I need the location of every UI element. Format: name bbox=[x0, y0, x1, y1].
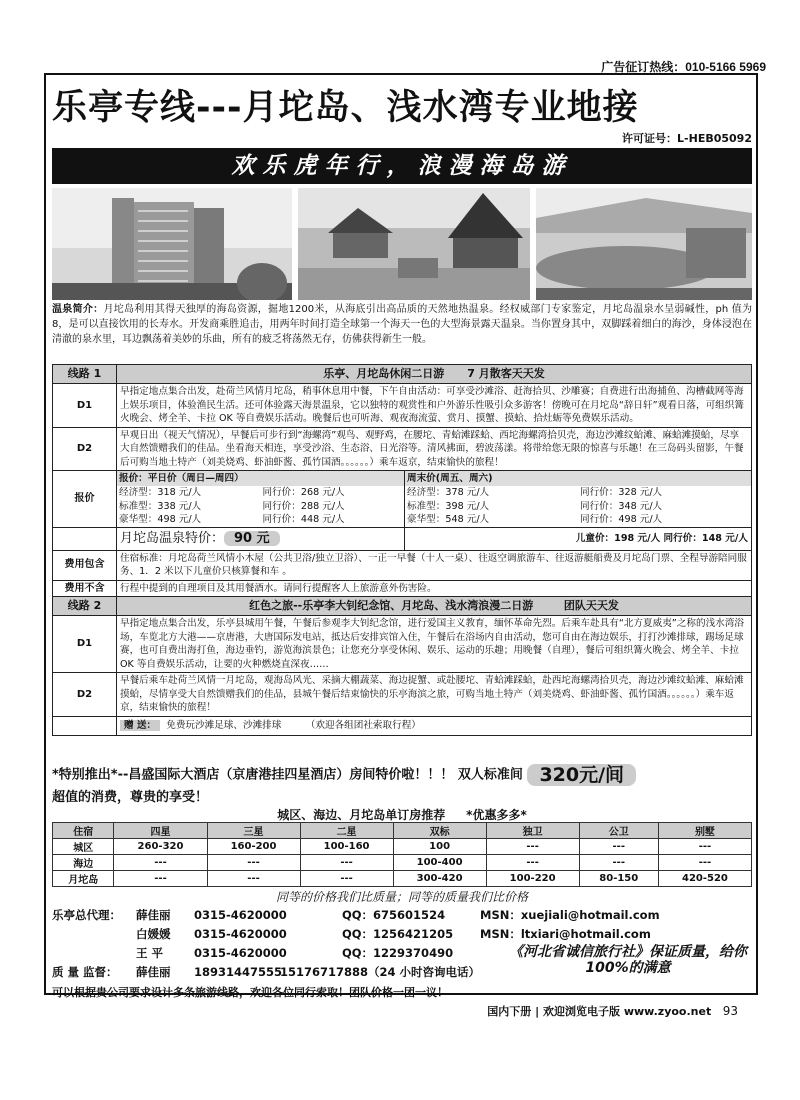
weekend-head: 周末价(周五、周六) bbox=[405, 471, 751, 486]
contact-qq: QQ：1256421205 bbox=[342, 927, 454, 941]
contact-msn[interactable]: MSN：xuejiali@hotmail.com bbox=[480, 908, 660, 922]
child-price: 儿童价：198 元/人 同行价：148 元/人 bbox=[405, 527, 752, 550]
col-header: 四星 bbox=[114, 823, 207, 839]
route1-title-cell bbox=[117, 365, 752, 384]
weekend-price-table bbox=[405, 486, 751, 527]
table-cell: --- bbox=[300, 855, 393, 871]
contact-name: 王 平 bbox=[136, 946, 164, 960]
route2-d1-text: 早指定地点集合出发，乐亭县城用午餐，午餐后参观李大钊纪念馆，进行爱国主义教育，缅怀革命先烈。后乘车赴具有“北方夏威夷”之称的浅水湾浴场，车览北方大港——京唐港，大唐国际发电站，抵达后安排宾馆入住，午餐后在浴场内自由活动，您可自由在海边娱乐，打打沙滩排球，踢场足球赛，也可自费出海打鱼，海边垂钓，游览海滨景色；让您充分享受休闲、娱乐、运动的乐趣；用晚餐（自理），餐后可组织篝火晚会、烤全羊、卡拉 OK 等自费娱乐活动，让要的火种燃烧直深夜…… bbox=[117, 616, 752, 673]
footer-note: 可以根据贵公司要求设计多条旅游线路，欢迎各位同行索取！团队价格一团一议！ bbox=[52, 986, 448, 999]
table-cell: --- bbox=[579, 839, 658, 855]
table-cell: 月坨岛 bbox=[53, 871, 114, 887]
weekend-luxury-peer: 同行价：498 元/人 bbox=[580, 514, 663, 525]
page-number: 93 bbox=[722, 1004, 738, 1018]
route2-schedule: 团队天天发 bbox=[563, 599, 619, 612]
route2-d1-label: D1 bbox=[53, 616, 117, 673]
weekday-standard-peer: 同行价：288 元/人 bbox=[262, 500, 345, 512]
route1-d2-text: 早观日出（视天气情况），早餐后可步行到“海螺湾”观鸟、观野鸡，在腰坨、青蛤滩踩蛤、西坨海螺湾拾贝壳，海边沙滩纹蛤滩、麻蛤滩摸蛤，尽享大自然馈赠我们的佳品。坐看海天相连，享受沙浴、生态浴、日光浴等。清风拂面，碧波荡漾。将带给您无限的惊喜与乐趣！在三岛码头留影，午餐后可购当地土特产（刘美烧鸡、虾油虾酱、孤竹国酒。。。。。。）乘车返京，结束愉快的旅程！ bbox=[117, 427, 752, 471]
gift-note: （欢迎各组团社索取行程） bbox=[305, 719, 421, 731]
contact-msn[interactable]: MSN：ltxiari@hotmail.com bbox=[480, 927, 651, 941]
weekday-prices bbox=[117, 471, 405, 528]
license-number: 许可证号：L-HEB05092 bbox=[622, 132, 752, 145]
col-header: 三星 bbox=[207, 823, 300, 839]
hotel-photo bbox=[52, 188, 292, 300]
weekday-economy: 经济型：318 元/人 bbox=[119, 487, 202, 498]
route1-day2 bbox=[53, 427, 752, 471]
table-cell: --- bbox=[114, 871, 207, 887]
route2-header bbox=[53, 597, 752, 616]
island-photo bbox=[298, 188, 530, 300]
contact-row bbox=[52, 925, 752, 944]
table-cell: 160-200 bbox=[207, 839, 300, 855]
weekday-economy-peer: 同行价：268 元/人 bbox=[262, 487, 345, 498]
quality-guarantee: 《河北省诚信旅行社》保证质量，给你100%的满意 bbox=[509, 944, 747, 976]
table-cell: 420-520 bbox=[658, 871, 751, 887]
table-cell: 260-320 bbox=[114, 839, 207, 855]
weekend-standard: 标准型：398 元/人 bbox=[407, 500, 490, 512]
outdoor-hot-spring-image bbox=[536, 188, 752, 300]
contact-qq: QQ：675601524 bbox=[342, 908, 446, 922]
ad-hotline: 广告征订热线：010-5166 5969 bbox=[601, 60, 766, 74]
table-cell: 海边 bbox=[53, 855, 114, 871]
section-name: 国内下册 bbox=[487, 1005, 532, 1018]
excluded-row bbox=[53, 580, 752, 597]
col-header: 双标 bbox=[393, 823, 486, 839]
route2-d2-label: D2 bbox=[53, 673, 117, 717]
supervise-label: 质 量 监督： bbox=[52, 965, 118, 979]
table-row bbox=[53, 855, 752, 871]
gift-cell bbox=[117, 716, 752, 735]
route1-d2-label: D2 bbox=[53, 427, 117, 471]
weekend-standard-peer: 同行价：348 元/人 bbox=[580, 500, 663, 512]
weekday-head: 报价：平日价（周日—周四） bbox=[117, 471, 404, 486]
table-cell: 城区 bbox=[53, 839, 114, 855]
intro-label: 温泉简介： bbox=[52, 304, 104, 315]
gift-text: 免费玩沙滩足球、沙滩排球 bbox=[166, 719, 282, 731]
col-header: 住宿 bbox=[53, 823, 114, 839]
contact-phone: 0315-4620000 bbox=[194, 927, 287, 941]
route1-schedule: 7 月散客天天发 bbox=[467, 367, 545, 380]
included-row bbox=[53, 550, 752, 580]
route2-day2 bbox=[53, 673, 752, 717]
contact-phone: 0315-4620000 bbox=[194, 908, 287, 922]
weekend-prices bbox=[405, 471, 752, 528]
contact-phone: 0315-4620000 bbox=[194, 946, 287, 960]
route2-d2-text: 早餐后乘车赴荷兰风情一月坨岛，观海岛风光、采摘大棚蔬菜、海边捉蟹、或赴腰坨、青蛤滩踩蛤，赴西坨海螺湾拾贝壳，海边沙滩纹蛤滩、麻蛤滩摸蛤，尽情享受大自然馈赠我们的佳品，县城午餐后结束愉快的乐亭海滨之旅，可购当地土特产（刘美烧鸡、虾油虾酱、孤竹国酒。。。。。。）乘车返京，结束愉快的旅程！ bbox=[117, 673, 752, 717]
route1-d1-text: 早指定地点集合出发，赴荷兰风情月坨岛，稍事休息用中餐，下午自由活动：可享受沙滩浴、赶海拾贝、沙雕赛；自费进行出海捕鱼、沟槽截网等海上娱乐项目，体验渔民生活。还可体验露天海景温泉，它以独特的观赏性和户外游乐性吸引众多游客！傍晚可在月坨岛“辞日轩”观看日落，可组织篝火晚会、烤全羊、卡拉 OK 等自费娱乐活动。晚餐后也可听海、观夜海流萤、赏月、摸蟹、摸蛤、拾灶蛎等免费娱乐活动。 bbox=[117, 384, 752, 428]
route1-title: 乐亭、月坨岛休闲二日游 bbox=[323, 367, 445, 380]
table-cell: --- bbox=[114, 855, 207, 871]
contact-name: 白媛媛 bbox=[136, 927, 171, 941]
promo-price: 320元/间 bbox=[527, 764, 636, 786]
weekend-economy: 经济型：378 元/人 bbox=[407, 487, 490, 498]
weekend-luxury: 豪华型：548 元/人 bbox=[407, 514, 490, 525]
supervisor-phone1: 18931447555 bbox=[194, 965, 283, 979]
excluded-label: 费用不含 bbox=[53, 580, 117, 597]
contact-name: 薛佳丽 bbox=[136, 908, 171, 922]
spring-price-label: 月坨岛温泉特价： bbox=[120, 530, 225, 546]
route-table bbox=[52, 364, 752, 736]
intro-text: 月坨岛利用其得天独厚的海岛资源，掘地1200米，从海底引出高品质的天然地热温泉。经权威部门专家鉴定，月坨岛温泉水呈弱碱性，ph 值为 8，是可以直接饮用的长寿水。开发商乘胜追击，用两年时间打造全球第一个海天一色的大型海景露天温泉。当你置身其中，双脚踩着细白的海沙，身体浸泡在清澈的泉水里，耳边飘荡着美妙的乐曲，所有的疲乏将荡然无存，仿佛获得新生一般。 bbox=[52, 304, 752, 345]
table-cell: --- bbox=[658, 839, 751, 855]
included-text: 住宿标准：月坨岛荷兰风情小木屋（公共卫浴/独立卫浴）、一正一早餐（十人一桌）、往返空调旅游车、往返游艇船费及月坨岛门票、全程导游陪同服务、1．2 米以下儿童价只核算餐和车 。 bbox=[117, 550, 752, 580]
spring-price-row bbox=[53, 527, 752, 550]
hotel-table bbox=[52, 822, 752, 887]
route2-label: 线路 2 bbox=[53, 597, 117, 616]
spring-price-cell bbox=[117, 527, 405, 550]
included-label: 费用包含 bbox=[53, 550, 117, 580]
table-cell: --- bbox=[486, 839, 579, 855]
hotel-building-image bbox=[52, 188, 292, 300]
route1-header bbox=[53, 365, 752, 384]
compare-slogan: 同等的价格我们比质量；同等的质量我们比价格 bbox=[275, 890, 528, 904]
page-footer bbox=[487, 1003, 738, 1019]
route1-prices bbox=[53, 471, 752, 528]
table-cell: --- bbox=[658, 855, 751, 871]
contact-qq: QQ：1229370490 bbox=[342, 946, 454, 960]
phone-note: （24 小时咨询电话） bbox=[368, 965, 481, 979]
table-cell: 300-420 bbox=[393, 871, 486, 887]
page-title: 乐亭专线---月坨岛、浅水湾专业地接 bbox=[52, 88, 639, 128]
hotel-heading-text: 城区、海边、月坨岛单订房推荐 bbox=[277, 808, 446, 822]
table-cell: 100-220 bbox=[486, 871, 579, 887]
slogan-banner: 欢乐虎年行，浪漫海岛游 bbox=[52, 148, 752, 184]
gift-label: 赠 送： bbox=[120, 720, 160, 731]
table-cell: --- bbox=[486, 855, 579, 871]
hotel-table-heading bbox=[52, 806, 752, 823]
site-text[interactable]: 欢迎浏览电子版 www.zyoo.net bbox=[543, 1005, 712, 1018]
hot-spring-photo bbox=[536, 188, 752, 300]
hot-spring-intro bbox=[52, 302, 752, 347]
col-header: 公卫 bbox=[579, 823, 658, 839]
hotel-promo bbox=[52, 764, 752, 809]
contact-row bbox=[52, 906, 752, 925]
promo-line1-wrap bbox=[52, 764, 752, 787]
table-row bbox=[53, 839, 752, 855]
promo-line2: 超值的消费，尊贵的享受！ bbox=[52, 789, 209, 805]
footer-separator: | bbox=[535, 1005, 540, 1018]
route1-day1 bbox=[53, 384, 752, 428]
island-houses-image bbox=[298, 188, 530, 300]
table-row bbox=[53, 871, 752, 887]
gift-row bbox=[53, 716, 752, 735]
route2-title: 红色之旅--乐亭李大钊纪念馆、月坨岛、浅水湾浪漫二日游 bbox=[249, 599, 534, 612]
weekday-luxury: 豪华型：498 元/人 bbox=[119, 514, 202, 525]
table-cell: --- bbox=[207, 871, 300, 887]
hotel-table-header bbox=[53, 823, 752, 839]
table-cell: --- bbox=[579, 855, 658, 871]
weekday-standard: 标准型：338 元/人 bbox=[119, 500, 202, 512]
weekend-economy-peer: 同行价：328 元/人 bbox=[580, 487, 663, 498]
weekday-price-table bbox=[117, 486, 404, 527]
route2-day1 bbox=[53, 616, 752, 673]
weekday-luxury-peer: 同行价：448 元/人 bbox=[262, 514, 345, 525]
excluded-text: 行程中提到的自理项目及其用餐酒水。请同行提醒客人上旅游意外伤害险。 bbox=[117, 580, 752, 597]
table-cell: 80-150 bbox=[579, 871, 658, 887]
route1-d1-label: D1 bbox=[53, 384, 117, 428]
col-header: 独卫 bbox=[486, 823, 579, 839]
col-header: 别墅 bbox=[658, 823, 751, 839]
route2-title-cell bbox=[117, 597, 752, 616]
supervisor-phone2: 15176717888 bbox=[280, 965, 369, 979]
table-cell: --- bbox=[207, 855, 300, 871]
table-cell: 100 bbox=[393, 839, 486, 855]
price-label: 报价 bbox=[53, 471, 117, 528]
spring-price: 90 元 bbox=[224, 531, 280, 546]
table-cell: 100-400 bbox=[393, 855, 486, 871]
agent-label: 乐亭总代理： bbox=[52, 908, 121, 922]
table-cell: --- bbox=[300, 871, 393, 887]
route1-label: 线路 1 bbox=[53, 365, 117, 384]
hotel-heading-tag: *优惠多多* bbox=[466, 808, 527, 822]
col-header: 二星 bbox=[300, 823, 393, 839]
table-cell: 100-160 bbox=[300, 839, 393, 855]
promo-line1: *特别推出*--昌盛国际大酒店（京唐港挂四星酒店）房间特价啦！！！ 双人标准间 bbox=[52, 767, 523, 783]
supervisor-name: 薛佳丽 bbox=[136, 965, 171, 979]
